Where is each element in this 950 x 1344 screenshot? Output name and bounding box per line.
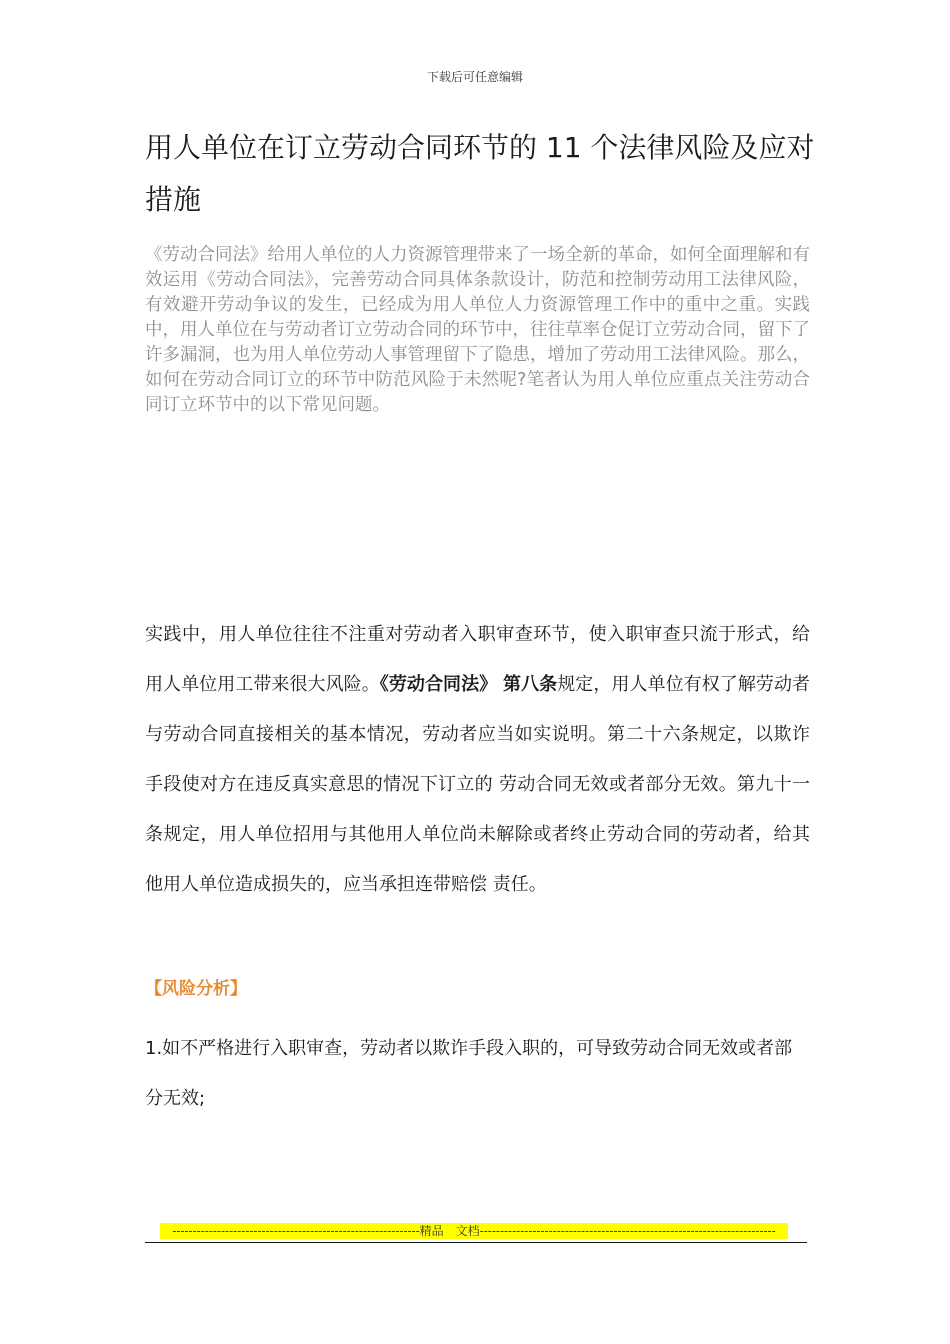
footer-banner: -------------------------------------------------------------精品 文档------------------------------------------------------------------------- xyxy=(160,1223,788,1239)
page-header: 下载后可任意编辑 xyxy=(426,70,523,84)
law-name: 《劳动合同法》 xyxy=(379,674,498,695)
body-text-part1: 实践中，用人单位往往不注重对劳动者入职审查环节，使入职审查只流于形式，给用人单位用工带来很大风险。 xyxy=(145,624,810,695)
intro-paragraph: 《劳动合同法》给用人单位的人力资源管理带来了一场全新的革命，如何全面理解和有效运用《劳动合同法》，完善劳动合同具体条款设计，防范和控制劳动用工法律风险，有效避开劳动争议的发生，已经成为用人单位人力资源管理工作中的重中之重。实践中，用人单位在与劳动者订立劳动合同的环节中，往往草率仓促订立劳动合同，留下了许多漏洞，也为用人单位劳动人事管理留下了隐患，增加了劳动用工法律风险。那么，如何在劳动合同订立的环节中防范风险于未然呢?笔者认为用人单位应重点关注劳动合同订立环节中的以下常见问题。 xyxy=(145,245,810,415)
risk-analysis-heading: 【风险分析】 xyxy=(145,979,247,999)
body-paragraph xyxy=(145,610,810,910)
article-number: 第八条 xyxy=(503,674,558,695)
document-title: 用人单位在订立劳动合同环节的 11 个法律风险及应对措施 xyxy=(145,131,815,216)
risk-item-1: 1.如不严格进行入职审查，劳动者以欺诈手段入职的，可导致劳动合同无效或者部分无效; xyxy=(145,1038,793,1109)
body-text-part2: 规定，用人单位有权了解劳动者与劳动合同直接相关的基本情况，劳动者应当如实说明。第二十六条规定，以欺诈手段使对方在违反真实意思的情况下订立的 劳动合同无效或者部分无效。第九十一条规定，用人单位招用与其他用人单位尚未解除或者终止劳动合同的劳动者，给其他用人单位造成损失的，应当承担连带赔偿 责任。 xyxy=(145,674,811,895)
footer-divider xyxy=(145,1242,807,1243)
